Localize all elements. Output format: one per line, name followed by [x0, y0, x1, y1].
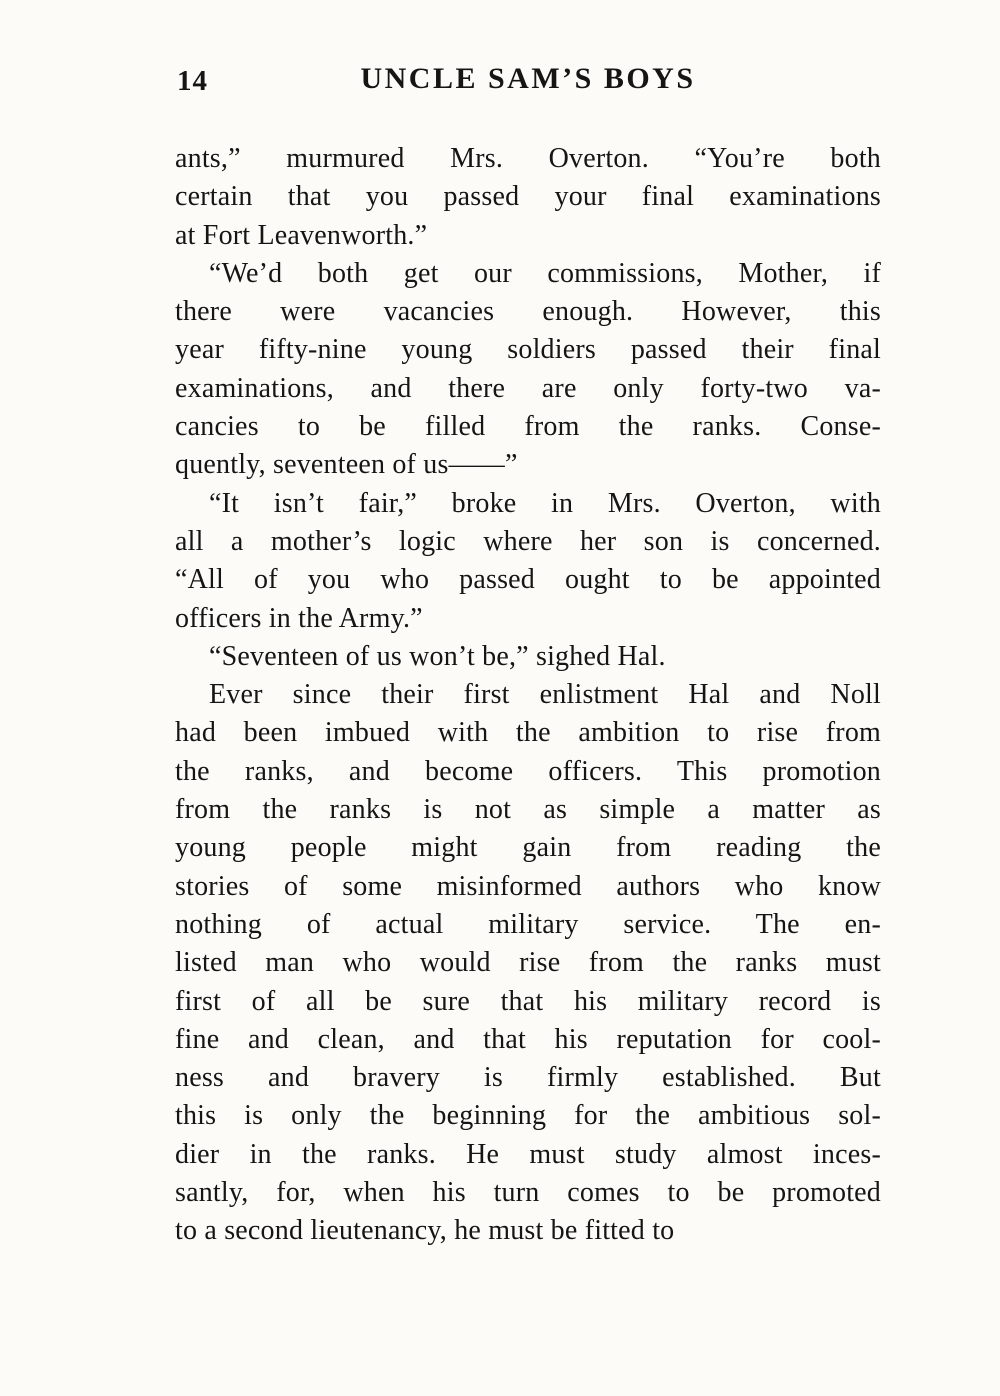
text-line: first of all be sure that his military record is — [175, 985, 881, 1017]
text-line: stories of some misinformed authors who know — [175, 870, 881, 902]
paragraph — [175, 676, 881, 1250]
text-line: officers in the Army.” — [175, 602, 423, 634]
text-line: ants,” murmured Mrs. Overton. “You’re both — [175, 143, 881, 174]
paragraph — [175, 485, 881, 638]
text-line: ness and bravery is firmly established. But — [175, 1062, 881, 1094]
paragraph — [175, 255, 881, 485]
text-line: year fifty-nine young soldiers passed their final — [175, 334, 881, 366]
text-line: young people might gain from reading the — [175, 832, 881, 864]
text-line: “We’d both get our commissions, Mother, if — [209, 257, 881, 289]
text-line: santly, for, when his turn comes to be promoted — [175, 1177, 881, 1209]
text-line: there were vacancies enough. However, this — [175, 296, 881, 328]
text-line: “Seventeen of us won’t be,” sighed Hal. — [209, 640, 666, 672]
text-line: dier in the ranks. He must study almost inces- — [175, 1138, 881, 1170]
text-line: examinations, and there are only forty-two va- — [175, 372, 881, 404]
text-line: all a mother’s logic where her son is concerned. — [175, 525, 881, 557]
page-header — [175, 62, 881, 102]
text-line: “It isn’t fair,” broke in Mrs. Overton, with — [209, 487, 881, 519]
text-line: had been imbued with the ambition to rise from — [175, 717, 881, 749]
text-line: this is only the beginning for the ambitious sol- — [175, 1100, 881, 1132]
text-line: cancies to be filled from the ranks. Conse- — [175, 411, 881, 443]
text-line: “All of you who passed ought to be appointed — [175, 564, 881, 596]
text-line: quently, seventeen of us——” — [175, 449, 518, 481]
text-line: to a second lieutenancy, he must be fitted to — [175, 1215, 675, 1247]
text-line: certain that you passed your final examinations — [175, 181, 881, 213]
paragraph — [175, 638, 881, 676]
paragraph — [175, 140, 881, 255]
text-line: the ranks, and become officers. This promotion — [175, 755, 881, 787]
text-line: fine and clean, and that his reputation for cool- — [175, 1023, 881, 1055]
text-line: at Fort Leavenworth.” — [175, 219, 428, 251]
text-line: listed man who would rise from the ranks must — [175, 947, 881, 979]
running-title: UNCLE SAM’S BOYS — [360, 62, 696, 95]
text-line: from the ranks is not as simple a matter as — [175, 794, 881, 826]
text-line: Ever since their first enlistment Hal and Noll — [209, 679, 881, 711]
page-text — [175, 140, 881, 1251]
page-number: 14 — [177, 65, 208, 97]
text-line: nothing of actual military service. The en- — [175, 908, 881, 940]
